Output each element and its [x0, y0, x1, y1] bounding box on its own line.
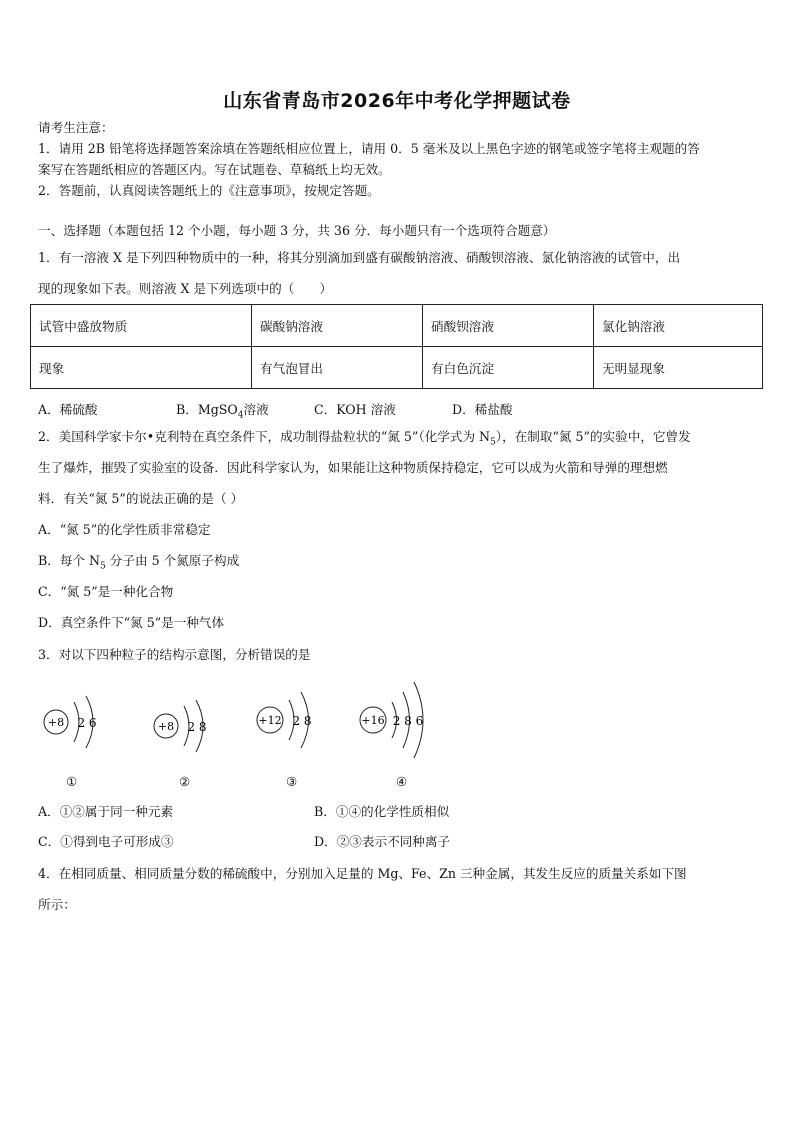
page-title: 山东省青岛市2026年中考化学押题试卷	[223, 90, 571, 112]
atom-diagram-1	[42, 688, 112, 762]
q2-option-b-text: B．每个 N	[38, 553, 101, 568]
atom-diagram-svg	[255, 686, 325, 756]
notice-line-3: 2．答题前，认真阅读答题纸上的《注意事项》，按规定答题。	[38, 183, 380, 198]
q2-option-c: C．“氮 5”是一种化合物	[38, 584, 174, 599]
q3-option-c: C．①得到电子可形成③	[38, 834, 174, 849]
q3-option-a: A．①②属于同一种元素	[38, 804, 174, 819]
electron-config: 2 6	[77, 716, 97, 730]
q2-stem-text: 2．美国科学家卡尔•克利特在真空条件下，成功制得盐粒状的“氮 5”（化学式为 N	[38, 429, 491, 444]
q2-option-d: D．真空条件下“氮 5”是一种气体	[38, 615, 225, 630]
nucleus-charge: +12	[258, 714, 282, 727]
table-row	[31, 347, 763, 389]
q1-stem-line-1: 1．有一溶液 X 是下列四种物质中的一种，将其分别滴加到盛有碳酸钠溶液、硝酸钡溶液、氯化钠溶液的试管中，出	[38, 250, 681, 265]
particle-label-2: ②	[179, 774, 191, 789]
table-cell: 试管中盛放物质	[31, 305, 252, 347]
table-cell: 硝酸钡溶液	[423, 305, 594, 347]
subscript: 5	[100, 561, 106, 572]
q4-stem-line-2: 所示：	[38, 897, 76, 912]
electron-config: 2 8	[187, 720, 207, 734]
q1-option-d: D．稀盐酸	[452, 402, 513, 417]
q2-option-b-suffix: 分子由 5 个氮原子构成	[105, 553, 240, 568]
atom-diagram-svg	[358, 680, 448, 760]
q1-option-b	[176, 399, 269, 421]
q2-stem-suffix: ），在制取“氮 5”的实验中，它曾发	[495, 429, 691, 444]
atom-diagram-svg	[42, 688, 112, 758]
q2-option-b	[38, 554, 239, 574]
atom-diagram-4	[358, 680, 448, 764]
section-heading: 一、选择题（本题包括 12 个小题，每小题 3 分，共 36 分．每小题只有一个选项符合题意）	[38, 223, 556, 238]
notice-line-2: 案写在答题纸相应的答题区内。写在试题卷、草稿纸上均无效。	[38, 162, 391, 177]
nucleus-charge: +8	[47, 716, 65, 729]
q3-option-b: B．①④的化学性质相似	[314, 804, 450, 819]
q1-table	[30, 304, 763, 389]
nucleus-charge: +8	[157, 720, 175, 733]
particle-label-1: ①	[66, 774, 78, 789]
subscript: 5	[490, 437, 496, 448]
q1-option-a: A．稀硫酸	[38, 402, 98, 417]
notice-line-1: 1．请用 2B 铅笔将选择题答案涂填在答题纸相应位置上，请用 0．5 毫米及以上黑色字迹的钢笔或签字笔将主观题的答	[38, 141, 700, 156]
table-cell: 有白色沉淀	[423, 347, 594, 389]
electron-config: 2 8 6	[392, 714, 424, 728]
nucleus-charge: +16	[361, 714, 385, 727]
q1-option-b-suffix: 溶液	[243, 402, 269, 417]
electron-config: 2 8	[292, 714, 312, 728]
atom-diagram-3	[255, 686, 325, 760]
q1-stem-line-2: 现的现象如下表。则溶液 X 是下列选项中的（ ）	[38, 281, 333, 296]
q3-stem: 3．对以下四种粒子的结构示意图，分析错误的是	[38, 647, 311, 662]
table-cell: 有气泡冒出	[252, 347, 423, 389]
q3-option-d: D．②③表示不同种离子	[314, 834, 451, 849]
notice-heading: 请考生注意：	[38, 120, 114, 135]
table-cell: 现象	[31, 347, 252, 389]
table-row	[31, 305, 763, 347]
q2-stem-line-2: 生了爆炸，摧毁了实验室的设备．因此科学家认为，如果能让这种物质保持稳定，它可以成为火箭和导弹的理想燃	[38, 460, 668, 475]
atom-diagram-2	[152, 692, 222, 766]
table-cell: 碳酸钠溶液	[252, 305, 423, 347]
particle-label-3: ③	[286, 774, 298, 789]
q1-option-c: C．KOH 溶液	[314, 402, 396, 417]
subscript: 4	[237, 410, 244, 421]
q2-stem-line-3: 料．有关“氮 5”的说法正确的是（ ）	[38, 491, 244, 506]
q2-stem-line-1	[38, 430, 691, 450]
q2-option-a: A．“氮 5”的化学性质非常稳定	[38, 522, 211, 537]
atom-diagram-svg	[152, 692, 222, 762]
q1-option-b-text: B．MgSO	[176, 402, 238, 417]
q4-stem-line-1: 4．在相同质量、相同质量分数的稀硫酸中，分别加入足量的 Mg、Fe、Zn 三种金属，其发生反应的质量关系如下图	[38, 866, 687, 881]
particle-label-4: ④	[396, 774, 408, 789]
table-cell: 无明显现象	[594, 347, 763, 389]
table-cell: 氯化钠溶液	[594, 305, 763, 347]
